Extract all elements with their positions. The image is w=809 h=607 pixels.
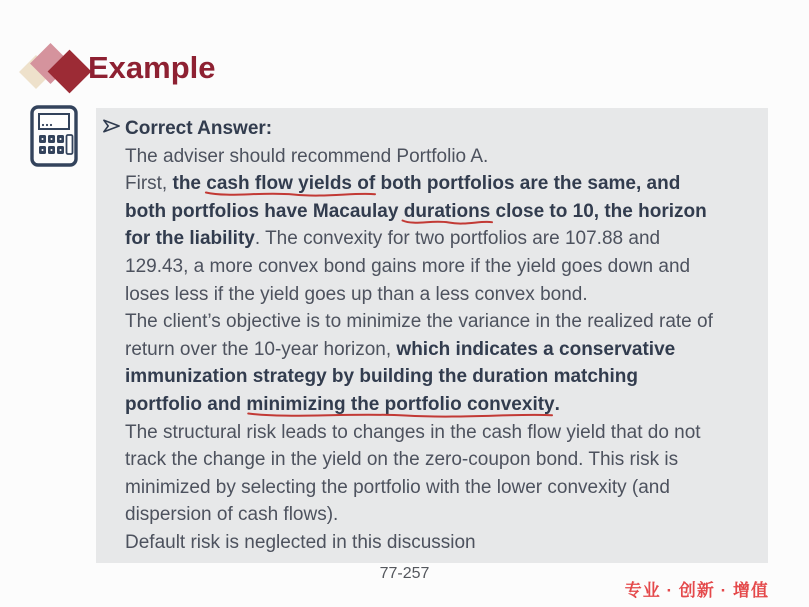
calculator-icon bbox=[30, 105, 78, 167]
text-segment: track the change in the yield on the zero-coupon bond. This risk is bbox=[125, 449, 679, 471]
page-title: Example bbox=[88, 50, 216, 85]
text-line bbox=[125, 501, 762, 529]
text-line bbox=[125, 419, 762, 447]
text-segment: The adviser should recommend Portfolio A. bbox=[125, 145, 489, 167]
text-line bbox=[125, 391, 762, 419]
text-line bbox=[125, 225, 762, 253]
red-underlined-text: cash flow yields of bbox=[206, 173, 375, 194]
text-segment: the bbox=[172, 173, 207, 195]
red-underlined-text: durations bbox=[404, 201, 491, 222]
text-segment: loses less if the yield goes up than a less convex bond. bbox=[125, 283, 588, 305]
text-line bbox=[125, 363, 762, 391]
text-segment: minimized by selecting the portfolio with the lower convexity (and bbox=[125, 476, 670, 498]
answer-lines bbox=[125, 115, 762, 557]
text-segment: dispersion of cash flows). bbox=[125, 504, 339, 526]
text-line bbox=[125, 170, 762, 198]
slide-logo-diamonds-icon bbox=[20, 42, 90, 98]
page-number: 77-257 bbox=[379, 565, 430, 582]
hand-drawn-underline-icon bbox=[401, 217, 494, 227]
red-underlined-text: minimizing the portfolio convexity bbox=[246, 394, 554, 415]
text-segment: The structural risk leads to changes in the cash flow yield that do not bbox=[125, 421, 701, 443]
text-segment: . bbox=[554, 393, 560, 415]
text-line bbox=[125, 529, 762, 557]
hand-drawn-underline-icon bbox=[243, 410, 557, 420]
text-segment: for the liability bbox=[125, 228, 255, 250]
text-line bbox=[125, 336, 762, 364]
text-segment: immunization strategy by building the duration matching bbox=[125, 366, 639, 388]
text-segment: both portfolios have Macaulay bbox=[125, 200, 404, 222]
footer-brand-text: 专业 · 创新 · 增值 bbox=[624, 581, 769, 600]
text-segment: . The convexity for two portfolios are 107.88 and bbox=[254, 228, 661, 250]
text-line bbox=[125, 474, 762, 502]
text-line bbox=[125, 446, 762, 474]
text-segment: both portfolios are the same, and bbox=[375, 173, 681, 195]
text-segment: close to 10, the horizon bbox=[490, 200, 707, 222]
text-segment: The client’s objective is to minimize the variance in the realized rate of bbox=[125, 311, 713, 333]
text-segment: portfolio and bbox=[125, 393, 247, 415]
arrowhead-bullet-icon bbox=[102, 118, 121, 134]
text-line bbox=[125, 281, 762, 309]
text-segment: return over the 10-year horizon, bbox=[125, 338, 397, 360]
text-segment: which indicates a conservative bbox=[396, 338, 676, 360]
text-line bbox=[125, 115, 762, 143]
text-segment: Default risk is neglected in this discussion bbox=[125, 531, 476, 553]
text-line bbox=[125, 143, 762, 171]
text-segment: First, bbox=[125, 173, 173, 195]
answer-panel bbox=[96, 108, 768, 563]
text-line bbox=[125, 308, 762, 336]
text-line bbox=[125, 253, 762, 281]
text-line bbox=[125, 198, 762, 226]
hand-drawn-underline-icon bbox=[203, 189, 378, 199]
text-segment: 129.43, a more convex bond gains more if the yield goes down and bbox=[125, 255, 691, 277]
text-segment: Correct Answer: bbox=[125, 118, 273, 139]
